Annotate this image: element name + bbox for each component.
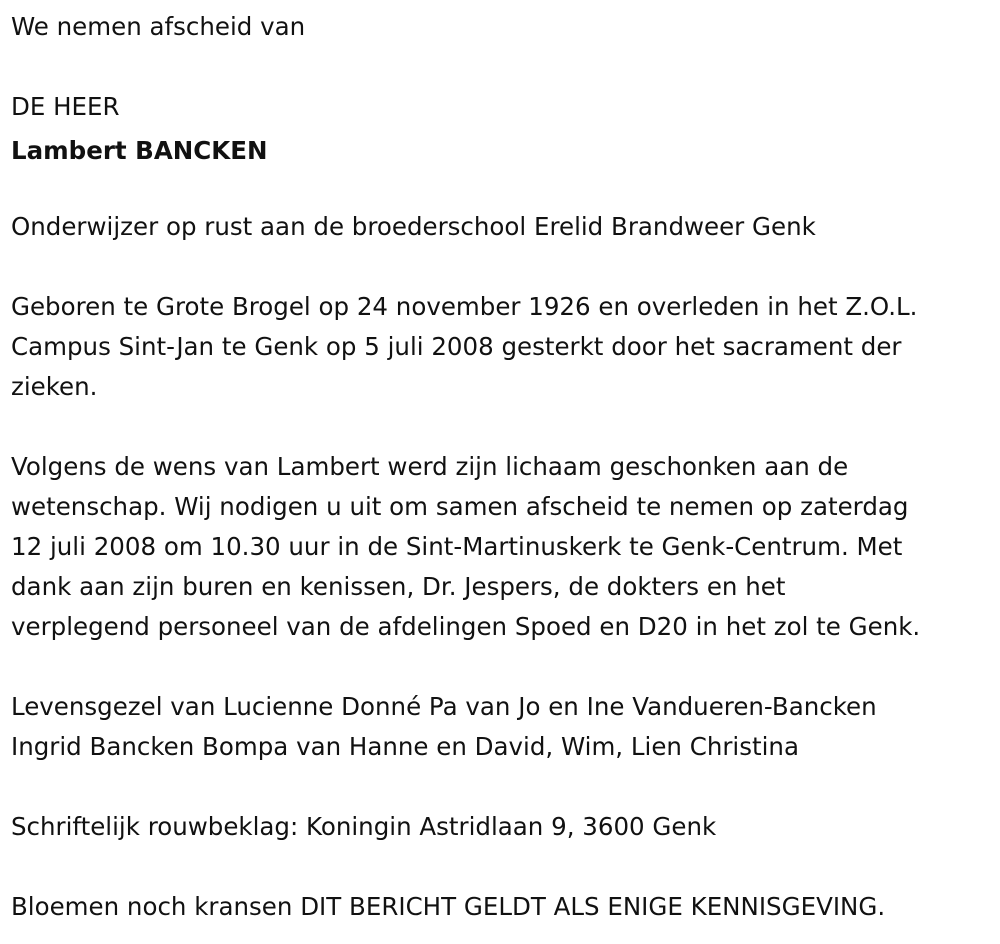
paragraph-line: Geboren te Grote Brogel op 24 november 1926 en overleden in het Z.O.L.	[11, 292, 918, 321]
birth-death-paragraph	[11, 287, 1000, 407]
deceased-name: Lambert BANCKEN	[11, 136, 268, 165]
paragraph-line: verplegend personeel van de afdelingen Spoed en D20 in het zol te Genk.	[11, 612, 921, 641]
paragraph-line: Ingrid Bancken Bompa van Hanne en David, Wim, Lien Christina	[11, 732, 799, 761]
closing-text: Bloemen noch kransen DIT BERICHT GELDT ALS ENIGE KENNISGEVING.	[11, 892, 886, 921]
paragraph-line: dank aan zijn buren en kenissen, Dr. Jespers, de dokters en het	[11, 572, 786, 601]
paragraph-line: zieken.	[11, 372, 98, 401]
paragraph-line: Levensgezel van Lucienne Donné Pa van Jo en Ine Vandueren-Bancken	[11, 692, 877, 721]
occupation-text: Onderwijzer op rust aan de broederschool Erelid Brandweer Genk	[11, 212, 816, 241]
condolences-address: Schriftelijk rouwbeklag: Koningin Astridlaan 9, 3600 Genk	[11, 812, 717, 841]
salutation: DE HEER	[11, 92, 120, 121]
family-paragraph	[11, 687, 1000, 767]
wishes-paragraph	[11, 447, 1000, 647]
intro-text: We nemen afscheid van	[11, 12, 306, 41]
paragraph-line: Volgens de wens van Lambert werd zijn lichaam geschonken aan de	[11, 452, 849, 481]
paragraph-line: Campus Sint-Jan te Genk op 5 juli 2008 gesterkt door het sacrament der	[11, 332, 902, 361]
paragraph-line: 12 juli 2008 om 10.30 uur in de Sint-Martinuskerk te Genk-Centrum. Met	[11, 532, 903, 561]
paragraph-line: wetenschap. Wij nodigen u uit om samen afscheid te nemen op zaterdag	[11, 492, 909, 521]
